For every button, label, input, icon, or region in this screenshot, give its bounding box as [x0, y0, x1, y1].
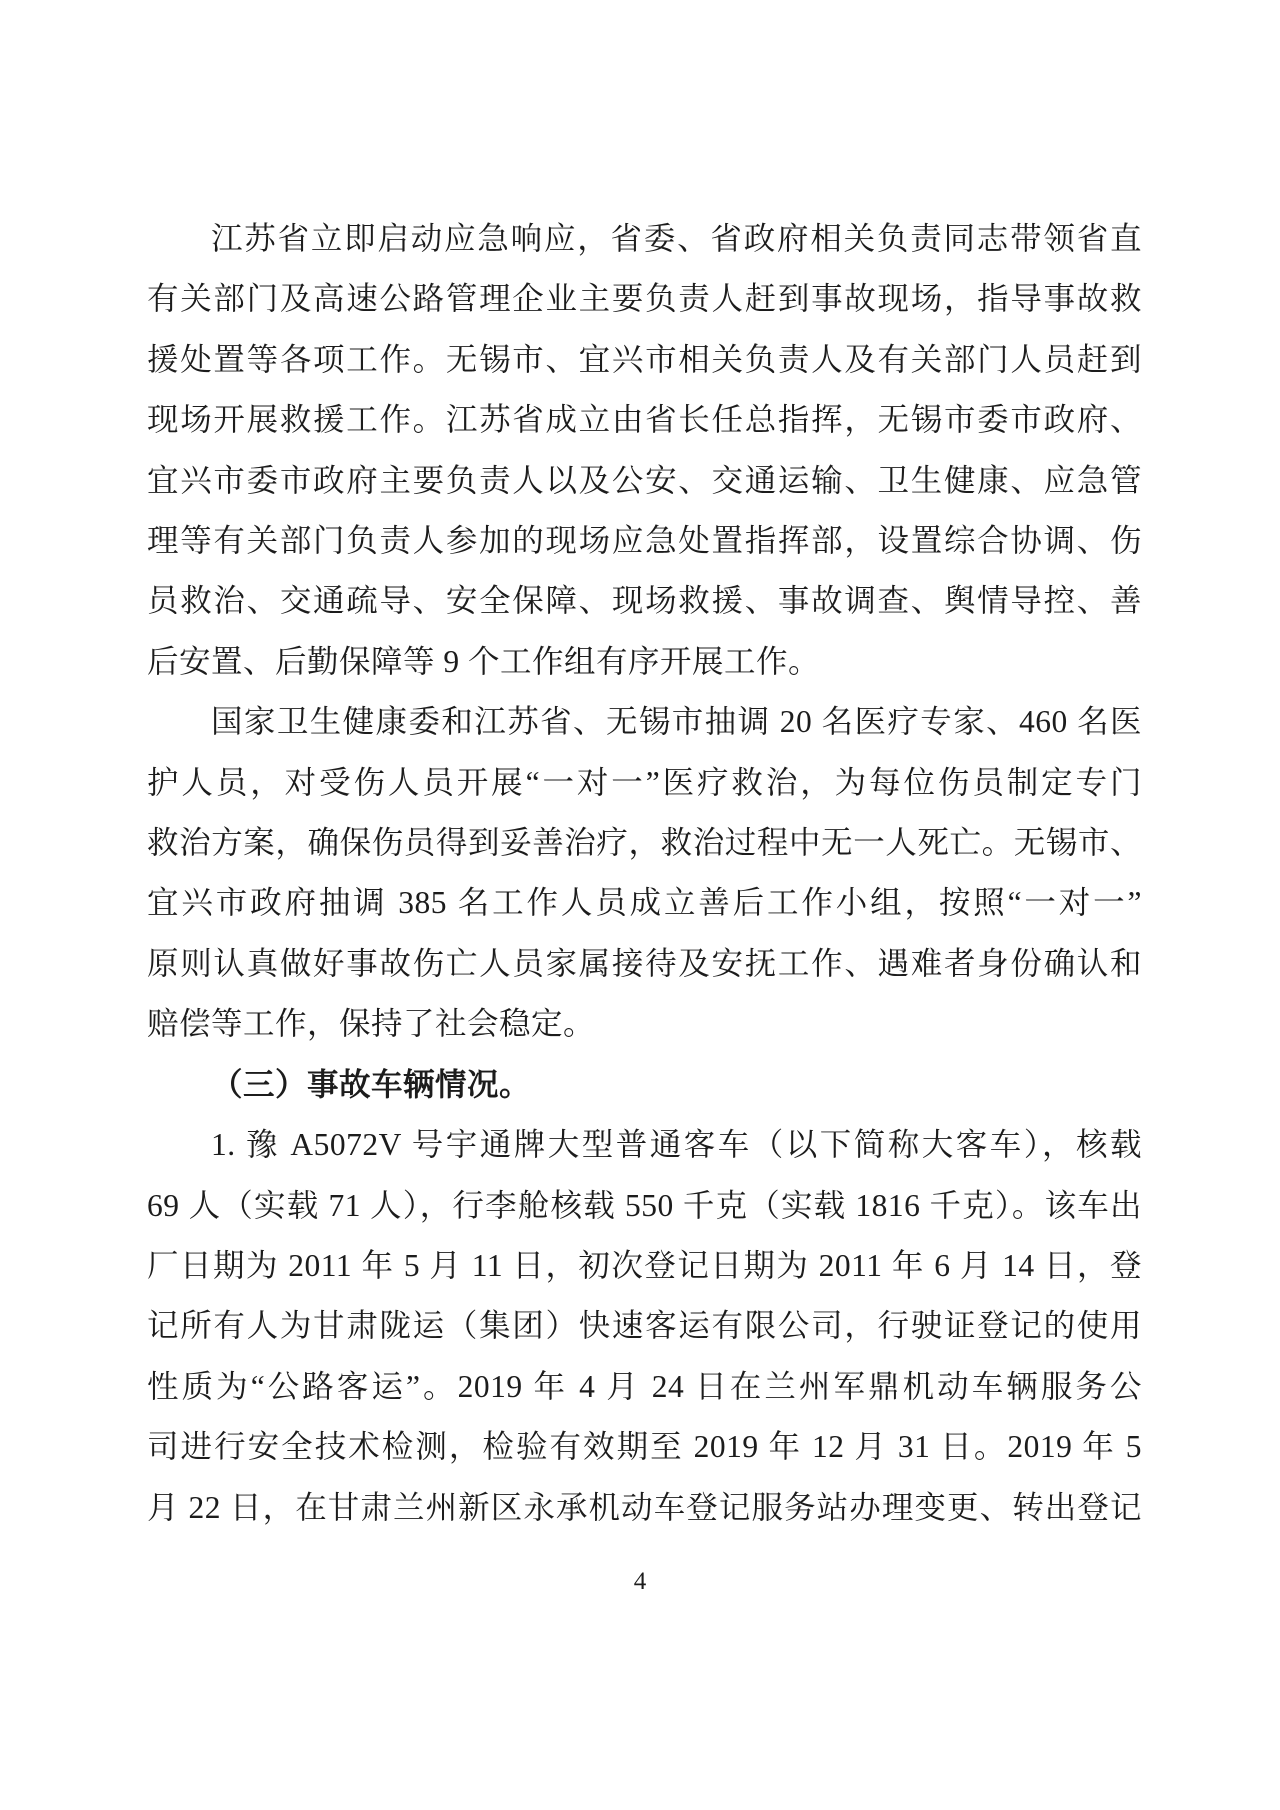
text-line: 现场开展救援工作。江苏省成立由省长任总指挥，无锡市委市政府、	[147, 402, 1142, 438]
text-line: 护人员，对受伤人员开展“一对一”医疗救治，为每位伤员制定专门	[147, 764, 1142, 800]
text-line: 性质为“公路客运”。2019 年 4 月 24 日在兰州军鼎机动车辆服务公	[147, 1368, 1142, 1404]
text-line: 后安置、后勤保障等 9 个工作组有序开展工作。	[147, 643, 821, 679]
text-line: 国家卫生健康委和江苏省、无锡市抽调 20 名医疗专家、460 名医	[211, 704, 1142, 740]
page-number: 4	[633, 1568, 647, 1595]
text-line: 1. 豫 A5072V 号宇通牌大型普通客车（以下简称大客车），核载	[211, 1127, 1142, 1163]
text-line: 厂日期为 2011 年 5 月 11 日，初次登记日期为 2011 年 6 月 14 日，登	[147, 1247, 1142, 1283]
document-body	[147, 209, 1142, 1538]
text-line: 理等有关部门负责人参加的现场应急处置指挥部，设置综合协调、伤	[147, 523, 1142, 559]
text-line: 69 人（实载 71 人），行李舱核载 550 千克（实载 1816 千克）。该车出	[147, 1187, 1142, 1223]
text-line: 月 22 日，在甘肃兰州新区永承机动车登记服务站办理变更、转出登记	[147, 1489, 1142, 1525]
text-line: 记所有人为甘肃陇运（集团）快速客运有限公司，行驶证登记的使用	[147, 1308, 1142, 1344]
section-heading: （三）事故车辆情况。	[211, 1066, 532, 1102]
text-line: 赔偿等工作，保持了社会稳定。	[147, 1006, 596, 1042]
text-line: 司进行安全技术检测，检验有效期至 2019 年 12 月 31 日。2019 年 5	[147, 1429, 1142, 1465]
text-line: 救治方案，确保伤员得到妥善治疗，救治过程中无一人死亡。无锡市、	[147, 825, 1142, 861]
text-line: 员救治、交通疏导、安全保障、现场救援、事故调查、舆情导控、善	[147, 583, 1142, 619]
text-line: 江苏省立即启动应急响应，省委、省政府相关负责同志带领省直	[211, 221, 1142, 256]
text-line: 有关部门及高速公路管理企业主要负责人赶到事故现场，指导事故救	[147, 281, 1142, 317]
text-line: 宜兴市委市政府主要负责人以及公安、交通运输、卫生健康、应急管	[147, 462, 1142, 498]
text-line: 援处置等各项工作。无锡市、宜兴市相关负责人及有关部门人员赶到	[147, 341, 1142, 377]
text-line: 原则认真做好事故伤亡人员家属接待及安抚工作、遇难者身份确认和	[147, 945, 1142, 981]
text-line: 宜兴市政府抽调 385 名工作人员成立善后工作小组，按照“一对一”	[147, 885, 1142, 921]
